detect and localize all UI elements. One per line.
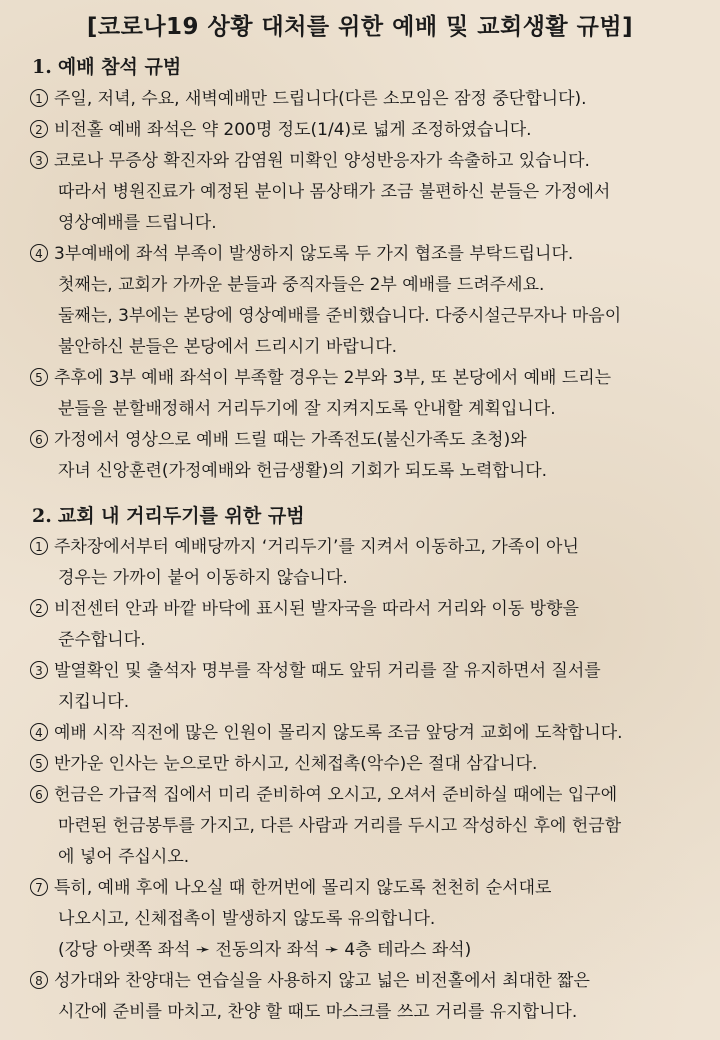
section-number: 2. [32,505,52,527]
item-text: 불안하신 분들은 본당에서 드리시기 바랍니다. [58,337,398,357]
circled-number: 7 [30,878,48,896]
section-1-item-3 [30,146,710,239]
section-1-item-4 [30,239,710,363]
item-text: 헌금은 가급적 집에서 미리 준비하여 오시고, 오셔서 준비하실 때에는 입구에 [54,785,618,805]
circled-number: 5 [30,754,48,772]
item-text: 따라서 병원진료가 예정된 분이나 몸상태가 조금 불편하신 분들은 가정에서 [58,182,611,202]
circled-number: 4 [30,723,48,741]
section-2-heading [32,501,305,528]
item-text: 주일, 저녁, 수요, 새벽예배만 드립니다(다른 소모임은 잠정 중단합니다). [54,89,587,109]
item-text: (강당 아랫쪽 좌석 ➛ 전동의자 좌석 ➛ 4층 테라스 좌석) [58,940,472,960]
item-text: 지킵니다. [58,692,130,712]
section-1-item-6 [30,425,710,487]
item-text: 둘째는, 3부에는 본당에 영상예배를 준비했습니다. 다중시설근무자나 마음이 [58,306,622,326]
circled-number: 8 [30,971,48,989]
circled-number: 1 [30,537,48,555]
section-2-item-1 [30,532,710,594]
section-2-item-6 [30,780,710,873]
item-text: 자녀 신앙훈련(가정예배와 헌금생활)의 기회가 되도록 노력합니다. [58,461,548,481]
item-text: 에 넣어 주십시오. [58,847,190,867]
item-text: 성가대와 찬양대는 연습실을 사용하지 않고 넓은 비전홀에서 최대한 짧은 [54,971,590,991]
circled-number: 6 [30,430,48,448]
item-text: 3부예배에 좌석 부족이 발생하지 않도록 두 가지 협조를 부탁드립니다. [54,244,574,264]
circled-number: 3 [30,661,48,679]
item-text: 비전홀 예배 좌석은 약 200명 정도(1/4)로 넓게 조정하였습니다. [54,120,532,140]
item-text: 예배 시작 직전에 많은 인원이 몰리지 않도록 조금 앞당겨 교회에 도착합니다. [54,723,623,743]
item-text: 분들을 분할배정해서 거리두기에 잘 지켜지도록 안내할 계획입니다. [58,399,556,419]
item-text: 준수합니다. [58,630,146,650]
section-title: 교회 내 거리두기를 위한 규범 [57,505,305,527]
item-text: 마련된 헌금봉투를 가지고, 다른 사람과 거리를 두시고 작성하신 후에 헌금함 [58,816,622,836]
item-text: 시간에 준비를 마치고, 찬양 할 때도 마스크를 쓰고 거리를 유지합니다. [58,1002,578,1022]
section-2-item-7 [30,873,710,966]
item-text: 나오시고, 신체접촉이 발생하지 않도록 유의합니다. [58,909,436,929]
section-2-item-4 [30,718,710,749]
circled-number: 6 [30,785,48,803]
circled-number: 1 [30,89,48,107]
item-text: 특히, 예배 후에 나오실 때 한꺼번에 몰리지 않도록 천천히 순서대로 [54,878,552,898]
item-text: 비전센터 안과 바깥 바닥에 표시된 발자국을 따라서 거리와 이동 방향을 [54,599,579,619]
section-2-item-5 [30,749,710,780]
item-text: 첫째는, 교회가 가까운 분들과 중직자들은 2부 예배를 드려주세요. [58,275,545,295]
circled-number: 3 [30,151,48,169]
item-text: 가정에서 영상으로 예배 드릴 때는 가족전도(불신가족도 초청)와 [54,430,527,450]
item-text: 주차장에서부터 예배당까지 ‘거리두기’를 지켜서 이동하고, 가족이 아닌 [54,537,579,557]
item-text: 영상예배를 드립니다. [58,213,217,233]
item-text: 경우는 가까이 붙어 이동하지 않습니다. [58,568,348,588]
page-title: [코로나19 상황 대처를 위한 예배 및 교회생활 규범] [86,14,634,40]
section-1-item-5 [30,363,710,425]
circled-number: 5 [30,368,48,386]
circled-number: 2 [30,599,48,617]
section-2-item-3 [30,656,710,718]
item-text: 코로나 무증상 확진자와 감염원 미확인 양성반응자가 속출하고 있습니다. [54,151,590,171]
section-1-item-2 [30,115,710,146]
section-title: 예배 참석 규범 [57,56,182,78]
item-text: 발열확인 및 출석자 명부를 작성할 때도 앞뒤 거리를 잘 유지하면서 질서를 [54,661,601,681]
circled-number: 2 [30,120,48,138]
item-text: 추후에 3부 예배 좌석이 부족할 경우는 2부와 3부, 또 본당에서 예배 드리는 [54,368,612,388]
section-1-heading [32,52,181,79]
item-text: 반가운 인사는 눈으로만 하시고, 신체접촉(악수)은 절대 삼갑니다. [54,754,538,774]
section-1-item-1 [30,84,710,115]
section-2-item-2 [30,594,710,656]
circled-number: 4 [30,244,48,262]
section-number: 1. [32,56,52,78]
section-2-item-8 [30,966,710,1028]
